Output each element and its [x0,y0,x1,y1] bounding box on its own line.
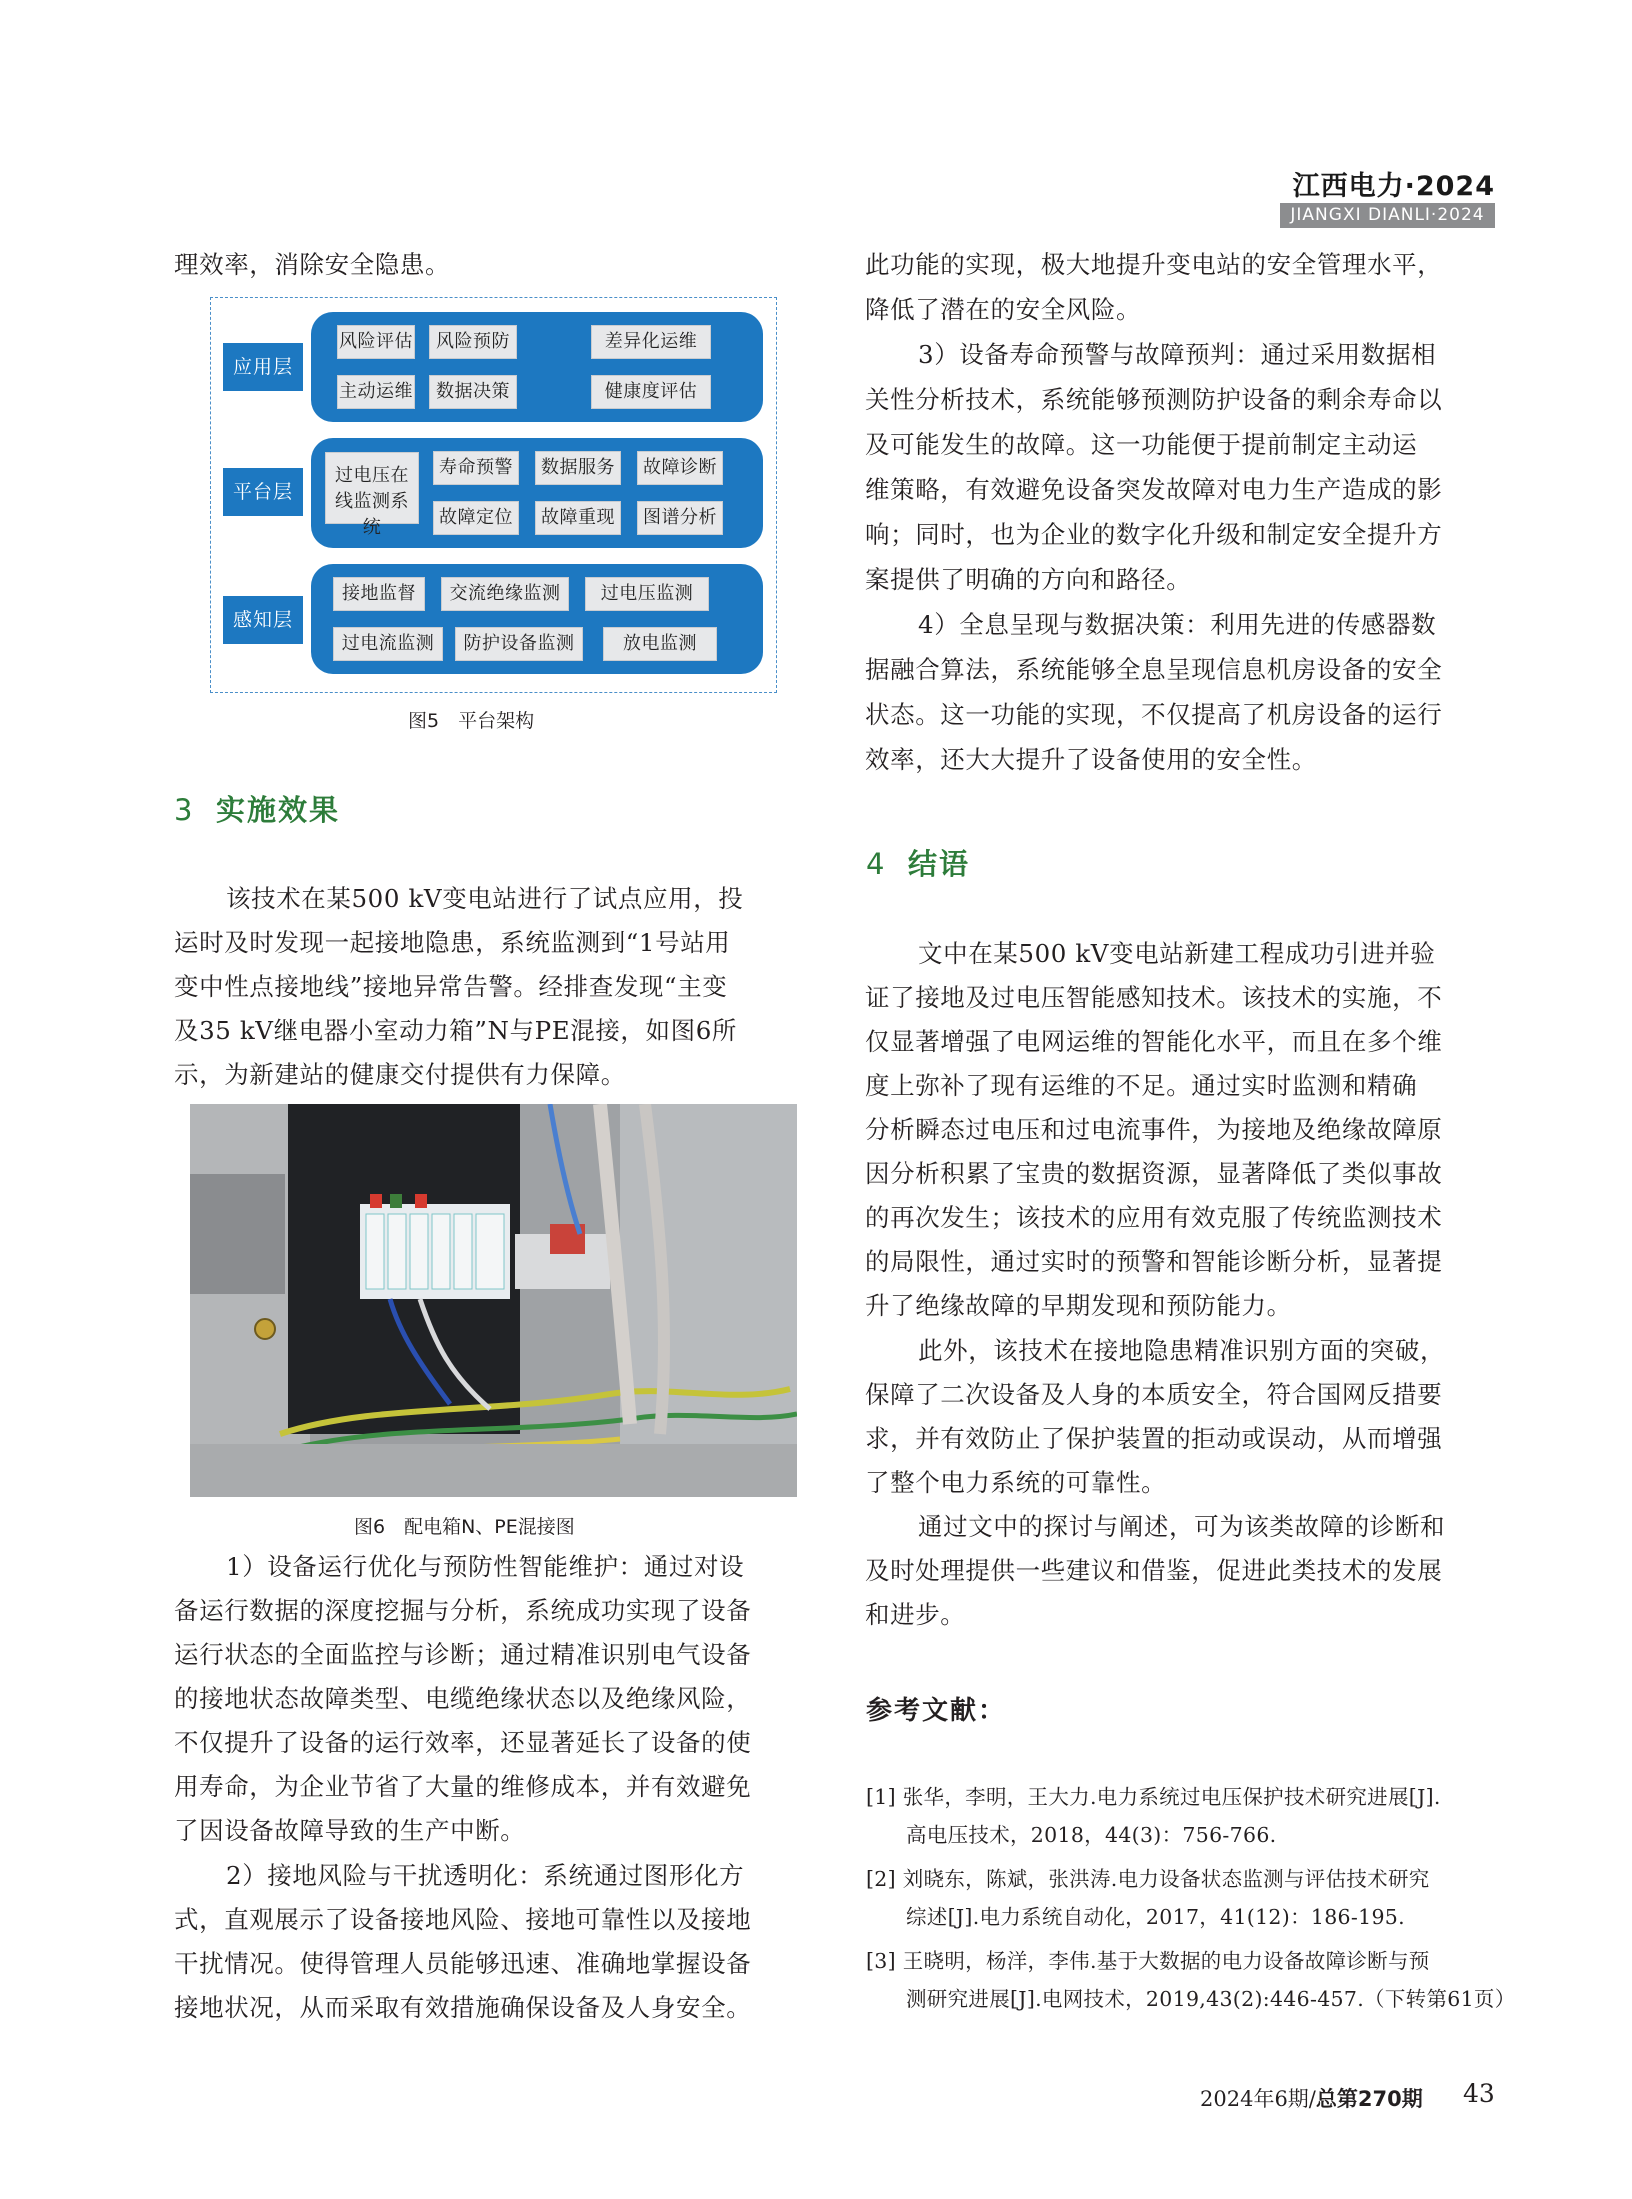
text-line: 分析瞬态过电压和过电流事件，为接地及绝缘故障原 [865,1115,1443,1144]
text-line: 1）设备运行优化与预防性智能维护：通过对设 [226,1552,745,1581]
text-line: 干扰情况。使得管理人员能够迅速、准确地掌握设备 [174,1949,752,1978]
platform-layer-label: 平台层 [223,468,303,516]
diagram-box: 故障定位 [433,501,519,535]
overvoltage-monitoring-system-box: 过电压在线监测系统 [325,452,419,524]
issue-prefix: 2024年6期/ [1200,2087,1316,2111]
text-line: 升了绝缘故障的早期发现和预防能力。 [865,1291,1292,1320]
text-line: 度上弥补了现有运维的不足。通过实时监测和精确 [865,1071,1418,1100]
text-line: 示，为新建站的健康交付提供有力保障。 [174,1060,626,1089]
section4-title: 结语 [908,847,971,881]
section3-title: 实施效果 [216,793,341,827]
page-number: 43 [1463,2079,1495,2108]
text-line: 的接地状态故障类型、电缆绝缘状态以及绝缘风险， [174,1684,752,1713]
diagram-box: 接地监督 [333,577,425,611]
text-line: 的局限性，通过实时的预警和智能诊断分析，显著提 [865,1247,1443,1276]
journal-subtitle: JIANGXI DIANLI·2024 [1280,203,1495,228]
text-line: 及可能发生的故障。这一功能便于提前制定主动运 [865,430,1418,459]
diagram-box: 放电监测 [603,627,717,661]
reference-line: [3] 王晓明，杨洋，李伟.基于大数据的电力设备故障诊断与预 [866,1949,1430,1973]
issue-total: 总第270期 [1315,2087,1423,2111]
figure6-caption: 图6 配电箱N、PE混接图 [354,1516,575,1538]
references-title: 参考文献： [866,1696,1007,1726]
platform-architecture-diagram [210,297,777,693]
text-line: 响；同时，也为企业的数字化升级和制定安全提升方 [865,520,1443,549]
figure5-caption: 图5 平台架构 [408,710,535,732]
section3-number: 3 [174,793,193,827]
section4-number: 4 [866,847,885,881]
diagram-box: 数据服务 [535,451,621,485]
text-line: 求，并有效防止了保护装置的拒动或误动，从而增强 [865,1424,1443,1453]
intro-line: 理效率，消除安全隐患。 [174,250,451,279]
diagram-box: 交流绝缘监测 [441,577,569,611]
reference-line: 综述[J].电力系统自动化，2017，41(12)：186-195. [906,1905,1405,1929]
reference-line: 测研究进展[J].电网技术，2019,43(2):446-457.（下转第61页） [906,1987,1516,2011]
perception-layer-label: 感知层 [223,596,303,644]
diagram-box: 风险预防 [429,325,517,359]
text-line: 2）接地风险与干扰透明化：系统通过图形化方 [226,1861,745,1890]
text-line: 的再次发生；该技术的应用有效克服了传统监测技术 [865,1203,1443,1232]
text-line: 通过文中的探讨与阐述，可为该类故障的诊断和 [918,1512,1446,1541]
text-line: 仅显著增强了电网运维的智能化水平，而且在多个维 [865,1027,1443,1056]
section3-heading [174,788,340,829]
diagram-box: 差异化运维 [591,325,711,359]
diagram-box: 主动运维 [337,375,415,409]
text-line: 变中性点接地线”接地异常告警。经排查发现“主变 [174,972,728,1001]
text-line: 据融合算法，系统能够全息呈现信息机房设备的安全 [865,655,1443,684]
diagram-box: 故障诊断 [637,451,723,485]
diagram-box: 过电压监测 [585,577,709,611]
diagram-box: 过电流监测 [333,627,443,661]
text-line: 4）全息呈现与数据决策：利用先进的传感器数 [918,610,1437,639]
section4-heading [866,842,970,883]
text-line: 及时处理提供一些建议和借鉴，促进此类技术的发展 [865,1556,1443,1585]
diagram-box: 数据决策 [429,375,517,409]
reference-line: 高电压技术，2018，44(3)：756-766. [906,1823,1277,1847]
reference-line: [2] 刘晓东，陈斌，张洪涛.电力设备状态监测与评估技术研究 [866,1867,1430,1891]
text-line: 了因设备故障导致的生产中断。 [174,1816,526,1845]
text-line: 运行状态的全面监控与诊断；通过精准识别电气设备 [174,1640,752,1669]
text-line: 此功能的实现，极大地提升变电站的安全管理水平， [865,250,1443,279]
diagram-box: 故障重现 [535,501,621,535]
text-line: 关性分析技术，系统能够预测防护设备的剩余寿命以 [865,385,1443,414]
text-line: 此外，该技术在接地隐患精准识别方面的突破， [918,1336,1446,1365]
text-line: 该技术在某500 kV变电站进行了试点应用，投 [226,884,744,913]
text-line: 保障了二次设备及人身的本质安全，符合国网反措要 [865,1380,1443,1409]
text-line: 维策略，有效避免设备突发故障对电力生产造成的影 [865,475,1443,504]
text-line: 因分析积累了宝贵的数据资源，显著降低了类似事故 [865,1159,1443,1188]
text-line: 式，直观展示了设备接地风险、接地可靠性以及接地 [174,1905,752,1934]
reference-line: [1] 张华，李明，王大力.电力系统过电压保护技术研究进展[J]. [866,1785,1441,1809]
text-line: 用寿命，为企业节省了大量的维修成本，并有效避免 [174,1772,752,1801]
text-line: 状态。这一功能的实现，不仅提高了机房设备的运行 [865,700,1443,729]
text-line: 3）设备寿命预警与故障预判：通过采用数据相 [918,340,1437,369]
diagram-box: 风险评估 [337,325,415,359]
distribution-box-photo [190,1104,797,1497]
text-line: 及35 kV继电器小室动力箱”N与PE混接，如图6所 [174,1016,738,1045]
page-footer [1200,2083,1423,2113]
text-line: 了整个电力系统的可靠性。 [865,1468,1167,1497]
text-line: 效率，还大大提升了设备使用的安全性。 [865,745,1317,774]
text-line: 运时及时发现一起接地隐患，系统监测到“1号站用 [174,928,731,957]
text-line: 案提供了明确的方向和路径。 [865,565,1192,594]
text-line: 文中在某500 kV变电站新建工程成功引进并验 [918,939,1436,968]
diagram-box: 图谱分析 [637,501,723,535]
text-line: 和进步。 [865,1600,966,1629]
application-layer-label: 应用层 [223,343,303,391]
text-line: 接地状况，从而采取有效措施确保设备及人身安全。 [174,1993,752,2022]
text-line: 证了接地及过电压智能感知技术。该技术的实施，不 [865,983,1443,1012]
text-line: 不仅提升了设备的运行效率，还显著延长了设备的使 [174,1728,752,1757]
text-line: 备运行数据的深度挖掘与分析，系统成功实现了设备 [174,1596,752,1625]
journal-title: 江西电力·2024 [1292,171,1495,202]
diagram-box: 防护设备监测 [455,627,583,661]
diagram-box: 健康度评估 [591,375,711,409]
diagram-box: 寿命预警 [433,451,519,485]
text-line: 降低了潜在的安全风险。 [865,295,1142,324]
